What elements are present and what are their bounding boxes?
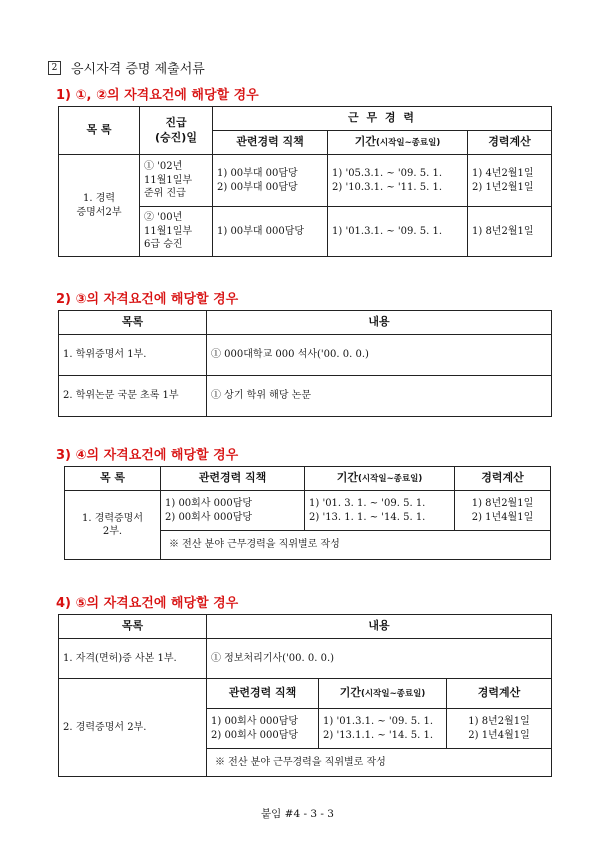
section2-title: 2) ③의 자격요건에 해당할 경우: [56, 292, 239, 307]
table-row: [59, 639, 552, 679]
s4-period: 1) '01.3.1. ~ '09. 5. 1. 2) '13.1.1. ~ '14. 5. 1.: [319, 709, 447, 749]
s4-note: ※ 전산 분야 근무경력을 직위별로 작성: [207, 749, 552, 777]
s4-header-period: [319, 679, 447, 709]
table-row: [59, 376, 552, 417]
s1-row2-duty: 1) 00부대 000담당: [213, 207, 328, 257]
s3-calc: 1) 8년2월1일 2) 1년4월1일: [455, 491, 551, 531]
table-row: [59, 335, 552, 376]
page-number: 붙임 #4 - 3 - 3: [261, 808, 334, 820]
heading-title: 응시자격 증명 제출서류: [71, 62, 205, 77]
heading-box-number: 2: [48, 61, 61, 75]
s4-calc: 1) 8년2월1일 2) 1년4월1일: [447, 709, 552, 749]
s2-row2-item: 2. 학위논문 국문 초록 1부: [59, 376, 207, 417]
doc-heading: [48, 58, 205, 77]
s2-header-content: 내용: [207, 311, 552, 335]
table-row: [59, 155, 552, 207]
s4-header-period-main: 기간: [339, 686, 362, 700]
s3-header-calc: 경력계산: [455, 467, 551, 491]
s4-header-content: 내용: [207, 615, 552, 639]
section4-title: 4) ⑤의 자격요건에 해당할 경우: [56, 596, 239, 611]
s3-header-item: 목 록: [65, 467, 161, 491]
s3-header-period-main: 기간: [336, 471, 359, 485]
s4-row1-content: ① 정보처리기사('00. 0. 0.): [207, 639, 552, 679]
s1-header-group: 근 무 경 력: [213, 107, 552, 131]
s1-row1-calc: 1) 4년2월1일 2) 1년2월1일: [468, 155, 552, 207]
s1-header-period-main: 기간: [354, 135, 377, 149]
s1-header-promotion: 진급 (승진)일: [140, 107, 213, 155]
s3-period: 1) '01. 3. 1. ~ '09. 5. 1. 2) '13. 1. 1. ~ '14. 5. 1.: [305, 491, 455, 531]
s3-header-period-sub: (시작일~종료일): [358, 474, 423, 485]
s1-header-duty: 관련경력 직책: [213, 131, 328, 155]
s4-row1-item: 1. 자격(면허)증 사본 1부.: [59, 639, 207, 679]
s1-row2-period: 1) '01.3.1. ~ '09. 5. 1.: [328, 207, 468, 257]
section3-table: [64, 466, 551, 560]
s1-row1-promotion: ① '02년 11월1일부 준위 진급: [140, 155, 213, 207]
s2-row1-item: 1. 학위증명서 1부.: [59, 335, 207, 376]
s2-row1-content: ① 000대학교 000 석사('00. 0. 0.): [207, 335, 552, 376]
s1-row1-duty: 1) 00부대 00담당 2) 00부대 00담당: [213, 155, 328, 207]
s3-duty: 1) 00회사 000담당 2) 00회사 000담당: [161, 491, 305, 531]
section4-table: [58, 614, 552, 777]
s1-row1-period: 1) '05.3.1. ~ '09. 5. 1. 2) '10.3.1. ~ '11. 5. 1.: [328, 155, 468, 207]
section1-title: 1) ①, ②의 자격요건에 해당할 경우: [56, 88, 259, 103]
s4-header-period-sub: (시작일~종료일): [361, 689, 426, 700]
s4-header-duty: 관련경력 직책: [207, 679, 319, 709]
s1-header-period: [328, 131, 468, 155]
section3-title: 3) ④의 자격요건에 해당할 경우: [56, 448, 239, 463]
s2-row2-content: ① 상기 학위 해당 논문: [207, 376, 552, 417]
s3-header-duty: 관련경력 직책: [161, 467, 305, 491]
s3-note: ※ 전산 분야 근무경력을 직위별로 작성: [161, 531, 551, 560]
s1-header-period-sub: (시작일~종료일): [376, 138, 441, 149]
section1-table: [58, 106, 552, 257]
s1-row2-promotion: ② '00년 11월1일부 6급 승진: [140, 207, 213, 257]
section2-table: [58, 310, 552, 417]
s1-header-calc: 경력계산: [468, 131, 552, 155]
s3-item: 1. 경력증명서 2부.: [65, 491, 161, 560]
s4-header-calc: 경력계산: [447, 679, 552, 709]
s4-item2: 2. 경력증명서 2부.: [59, 679, 207, 777]
s1-header-item: 목 록: [59, 107, 140, 155]
s3-header-period: [305, 467, 455, 491]
s4-duty: 1) 00회사 000담당 2) 00회사 000담당: [207, 709, 319, 749]
s4-header-item: 목록: [59, 615, 207, 639]
s1-item: 1. 경력 증명서2부: [59, 155, 140, 257]
s2-header-item: 목록: [59, 311, 207, 335]
table-row: [65, 491, 551, 531]
s1-row2-calc: 1) 8년2월1일: [468, 207, 552, 257]
